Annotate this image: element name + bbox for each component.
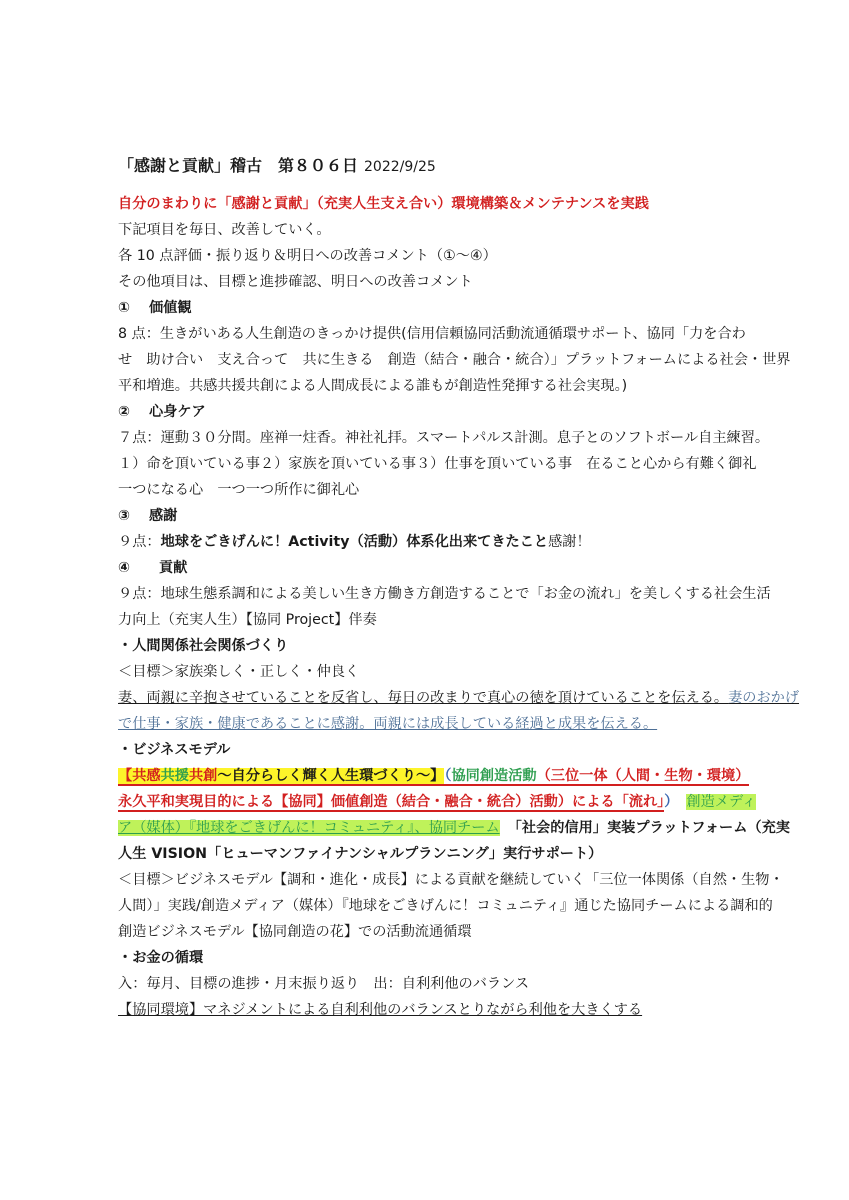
relations-goal: ＜目標＞家族楽しく・正しく・仲良く (118, 664, 360, 680)
business-goal-line-1: ＜目標＞ビジネスモデル【調和・進化・成長】による貢献を継続していく「三位一体関係（自然・生物・ (118, 872, 784, 888)
intro-line-2: 各 10 点評価・振り返り＆明日への改善コメント（①～④） (118, 248, 497, 264)
money-heading: ・お金の循環 (118, 950, 204, 966)
business-p2-c: 創造メディ (686, 794, 757, 810)
section-care-number: ② (118, 404, 131, 420)
money-line-1: 入：毎月、目標の進捗・月末振り返り 出：自利利他のバランス (118, 976, 530, 992)
section-contribution-title: 貢献 (158, 560, 188, 576)
section-contribution-number: ④ (118, 560, 131, 576)
business-p2-a: 永久平和実現目的による【協同】価値創造（結合・融合・統合）活動）による「流れ」 (118, 794, 665, 810)
section-values-line-1: 8 点：生きがいある人生創造のきっかけ提供(信用信頼協同活動流通循環サポート、協同「力を合わ (118, 326, 746, 342)
document-page (118, 150, 800, 1023)
relations-line-1 (118, 685, 800, 711)
relations-line-1-tail: 妻のおかげ (728, 690, 800, 706)
section-care-line-3: 一つになる心 一つ一つ所作に御礼心 (118, 482, 360, 498)
section-gratitude-heading (118, 503, 740, 529)
section-contribution-heading (118, 555, 740, 581)
section-care-line-1: ７点：運動３０分間。座禅一炷香。神社礼拝。スマートパルス計測。息子とのソフトボール自主練習。 (118, 430, 770, 446)
gratitude-score: ９点： (118, 534, 161, 550)
section-values-heading (118, 295, 740, 321)
business-p1-e: （ (444, 768, 452, 784)
business-p2-b: ） (664, 794, 679, 810)
section-gratitude-title: 感謝 (148, 508, 178, 524)
section-values-line-2: せ 助け合い 支え合って 共に生きる 創造（結合・融合・統合）」プラットフォームによる社会・世界 (118, 352, 791, 368)
relations-line-2: で仕事・家族・健康であることに感謝。両親には成長している経過と成果を伝える。 (118, 716, 658, 732)
business-goal-line-3: 創造ビジネスモデル【協同創造の花】での活動流通循環 (118, 924, 472, 940)
business-p1-d: ～自分らしく輝く人生環づくり～】 (217, 768, 445, 784)
business-heading: ・ビジネスモデル (118, 742, 231, 758)
business-para-line-3 (118, 815, 790, 841)
section-gratitude-number: ③ (118, 508, 131, 524)
relations-heading: ・人間関係社会関係づくり (118, 638, 289, 654)
money-line-2: 【協同環境】マネジメントによる自利利他のバランスとりながら利他を大きくする (118, 1002, 643, 1018)
title-date: 2022/9/25 (364, 159, 436, 175)
section-care-title: 心身ケア (148, 404, 206, 420)
section-values-number: ① (118, 300, 131, 316)
page-title (118, 150, 740, 183)
business-para-line-4: 人生 VISION「ヒューマンファイナンシャルプランニング」実行サポート） (118, 846, 603, 862)
business-p1-c: 共創 (188, 768, 218, 784)
section-values-line-3: 平和増進。共感共援共創による人間成長による誰もが創造性発揮する社会実現。) (118, 378, 628, 394)
intro-line-1: 下記項目を毎日、改善していく。 (118, 222, 331, 238)
relations-line-1-main: 妻、両親に辛抱させていることを反省し、毎日の改まりで真心の徳を頂けていることを伝える。 (118, 690, 729, 706)
business-p1-g: （三位一体（人間・生物・環境） (536, 768, 750, 784)
section-values-title: 価値観 (148, 300, 192, 316)
section-care-line-2: １）命を頂いている事２）家族を頂いている事３）仕事を頂いている事 在ること心から有難く御礼 (118, 456, 757, 472)
business-para-line-2 (118, 789, 757, 815)
business-p3-a: ア（媒体）『地球をごきげんに！コミュニティ』、協同チーム (118, 820, 500, 836)
intro-headline: 自分のまわりに「感謝と貢献」（充実人生支え合い）環境構築＆メンテナンスを実践 (118, 196, 649, 212)
section-care-heading (118, 399, 740, 425)
business-p1-b: 共援 (160, 768, 189, 784)
business-p1-a: 【共感 (118, 768, 161, 784)
business-p1-f: 協同創造活動 (451, 768, 537, 784)
title-text: 「感謝と貢献」稽古 第８０６日 (118, 156, 359, 175)
section-contribution-line-1: ９点：地球生態系調和による美しい生き方働き方創造することで「お金の流れ」を美しくする社会生活 (118, 586, 771, 602)
business-para-line-1 (118, 763, 750, 789)
gratitude-bold-text: 地球をごきげんに！Activity（活動）体系化出来てきたこと (160, 534, 549, 550)
business-goal-line-2: 人間）」実践/創造メディア（媒体）『地球をごきげんに！コミュニティ』通じた協同チームによる調和的 (118, 898, 773, 914)
gratitude-tail: 感謝！ (548, 534, 591, 550)
section-gratitude-line (118, 529, 740, 555)
section-contribution-line-2: 力向上（充実人生）【協同 Project】伴奏 (118, 612, 377, 628)
business-p3-b: 「社会的信用」実装プラットフォーム（充実 (507, 820, 790, 836)
intro-line-3: その他項目は、目標と進捗確認、明日への改善コメント (118, 274, 473, 290)
